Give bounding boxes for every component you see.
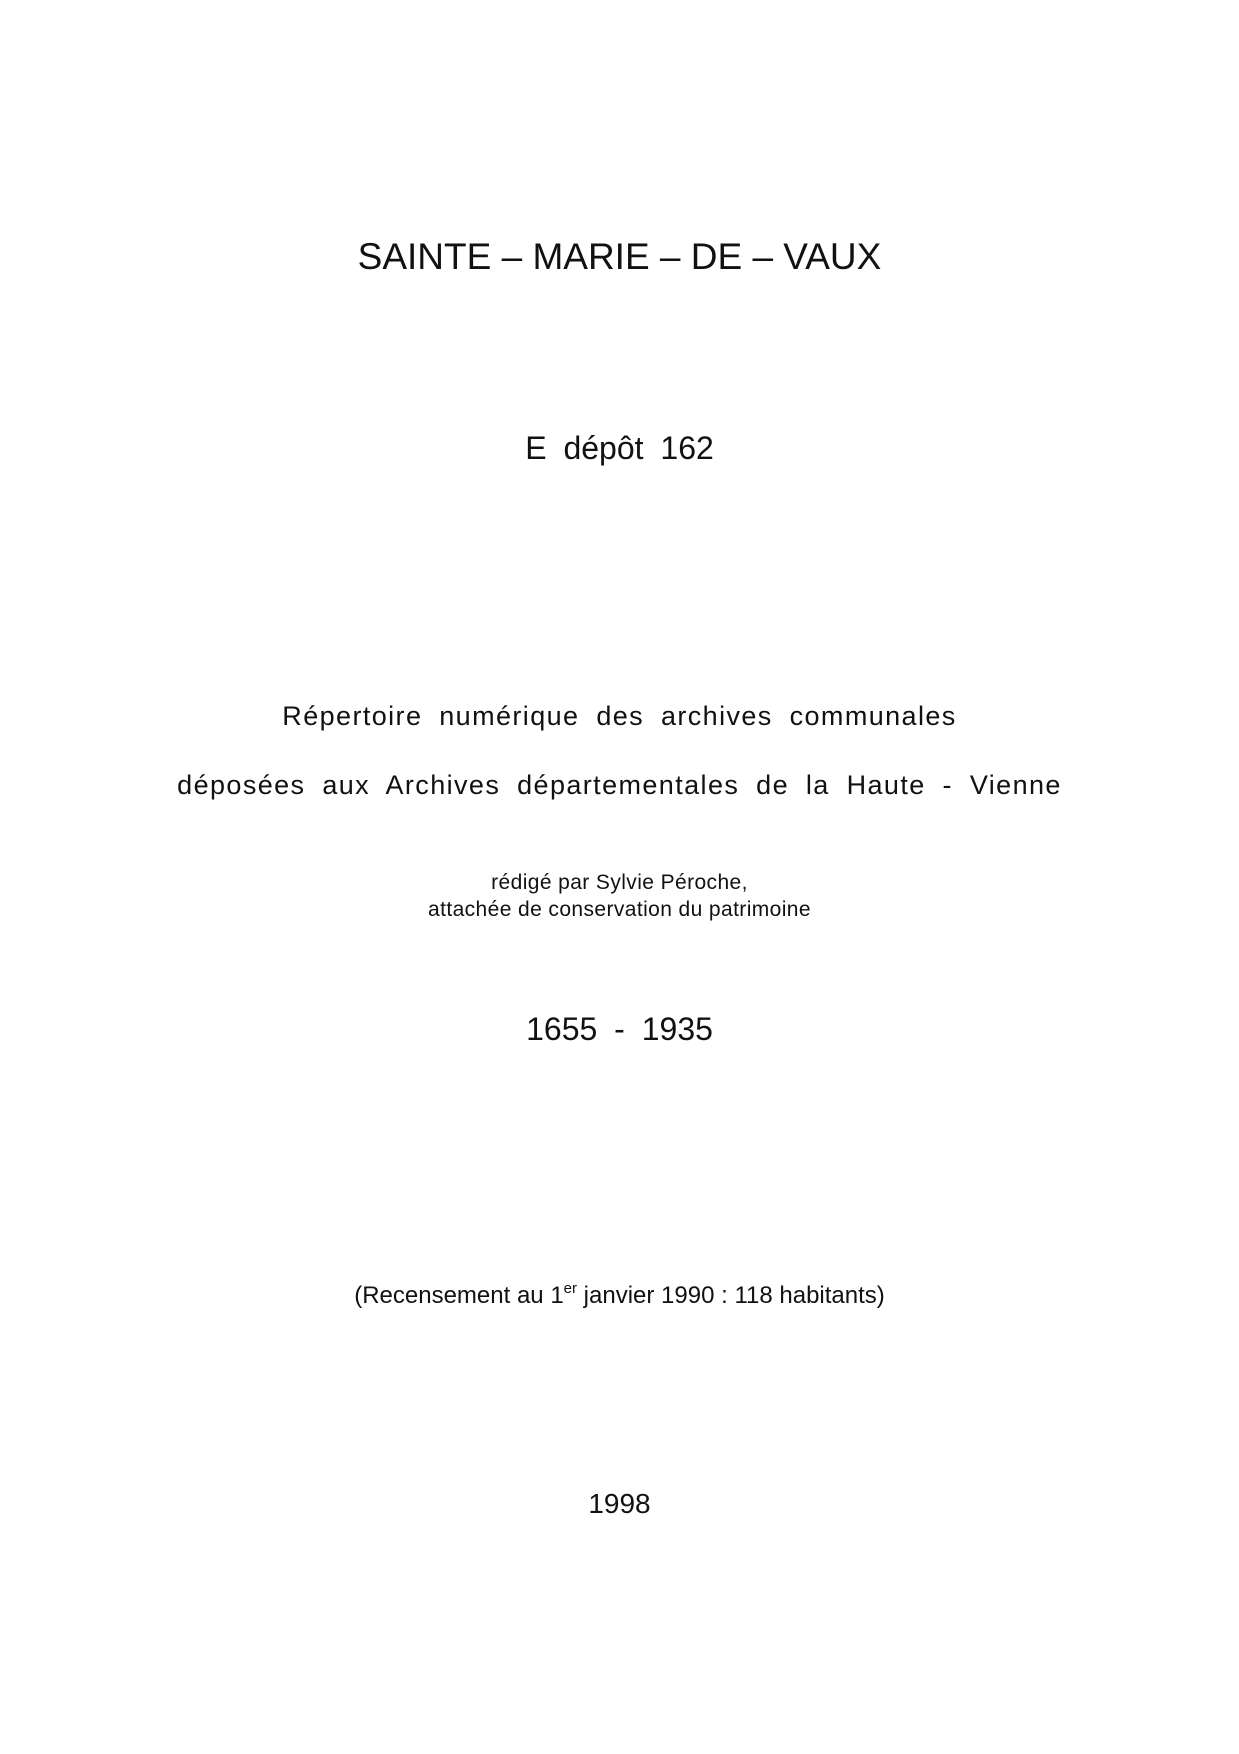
author-title-line: attachée de conservation du patrimoine [428, 898, 811, 921]
depot-reference: E dépôt 162 [525, 430, 714, 466]
census-superscript: er [563, 1280, 578, 1297]
census-note [0, 1280, 1239, 1309]
date-range: 1655 - 1935 [526, 1011, 713, 1047]
author-line: rédigé par Sylvie Péroche, [491, 871, 748, 894]
commune-title: SAINTE – MARIE – DE – VAUX [357, 236, 882, 277]
repertoire-title-line-1: Répertoire numérique des archives communales [282, 701, 957, 731]
repertoire-title-line-2: déposées aux Archives départementales de la Haute - Vienne [177, 770, 1062, 800]
publication-year: 1998 [588, 1488, 651, 1519]
census-suffix: janvier 1990 : 118 habitants) [577, 1282, 885, 1309]
census-prefix: (Recensement au 1 [354, 1282, 564, 1309]
